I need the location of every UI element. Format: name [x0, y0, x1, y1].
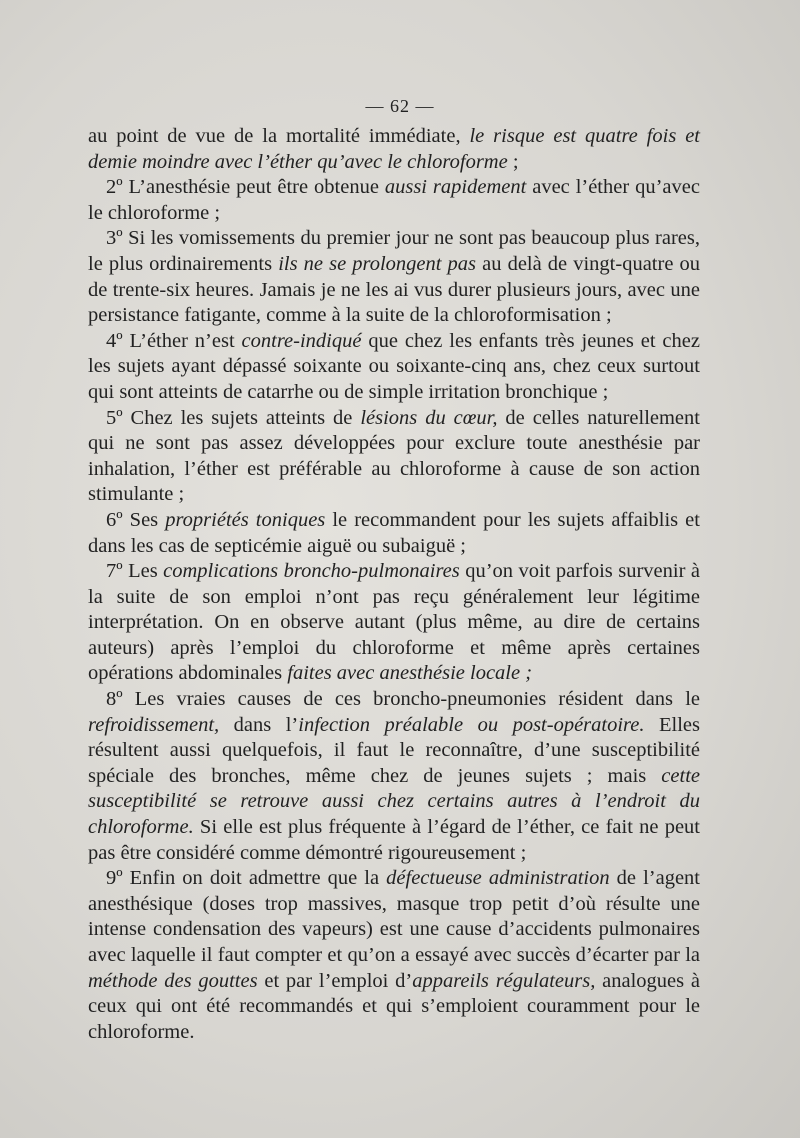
paragraph-6 — [88, 508, 700, 559]
text-run: dans l’ — [219, 713, 299, 736]
paragraph-continuation — [88, 124, 700, 175]
italic-text: méthode des gouttes — [88, 969, 258, 992]
text-run: analogues à ceux qui ont été recommandés et qui s’emploient couramment pour le chloroforme. — [88, 969, 700, 1043]
text-run: 6º Ses — [106, 508, 166, 531]
paragraph-4 — [88, 329, 700, 406]
italic-text: défectueuse administration — [386, 867, 610, 890]
italic-text: propriétés toniques — [165, 508, 326, 531]
text-run: avec l’éther qu’avec le chloroforme ; — [88, 176, 700, 224]
text-run: 4º L’éther n’est — [106, 329, 242, 352]
text-run: 5º Chez les sujets atteints de — [106, 406, 361, 429]
italic-text: cette susceptibilité se retrouve aussi chez certains autres à l’endroit du chloroforme. — [88, 764, 700, 839]
italic-text: complications broncho-pulmonaires — [163, 560, 460, 583]
paragraph-5 — [88, 406, 700, 508]
body-text — [88, 124, 700, 1045]
paragraph-7 — [88, 559, 700, 687]
text-run: ; — [507, 150, 519, 173]
text-run: 8º Les vraies causes de ces broncho-pneumonies résident dans le — [106, 688, 700, 711]
paragraph-3 — [88, 226, 700, 328]
italic-text: lésions du cœur, — [360, 406, 498, 429]
paragraph-9 — [88, 866, 700, 1045]
paragraph-8 — [88, 687, 700, 866]
text-run: 7º Les — [106, 560, 164, 583]
text-run: 9º Enfin on doit admettre que la — [106, 867, 387, 890]
paragraph-2 — [88, 175, 700, 226]
italic-text: appareils régulateurs, — [412, 969, 596, 992]
italic-text: contre-indiqué — [241, 329, 362, 352]
italic-text: infection préalable ou post-opératoire. — [298, 713, 645, 736]
text-run: Si elle est plus fréquente à l’égard de l’éther, ce fait ne peut pas être considéré comme démontré rigoureusement ; — [88, 816, 700, 864]
text-run: 3º Si les vomissements du premier jour ne sont pas beaucoup plus rares, le plus ordinairements — [88, 227, 700, 275]
text-run: au point de vue de la mortalité immédiate, — [88, 125, 470, 147]
text-run: 2º L’anesthésie peut être obtenue — [106, 176, 385, 199]
text-run: et par l’emploi d’ — [257, 969, 413, 992]
text-run: que chez les enfants très jeunes et chez les sujets ayant dépassé soixante ou soixante-cinq ans, chez ceux surtout qui sont atteints de catarrhe ou de simple irritation bronchique ; — [88, 329, 700, 403]
italic-text: refroidissement, — [88, 713, 220, 736]
text-run: de l’agent anesthésique (doses trop massives, masque trop petit d’où résulte une intense condensation des vapeurs) est une cause d’accidents pulmonaires avec laquelle il faut compter et qu’on a essayé avec succès d’écarter par la — [88, 867, 701, 966]
page-number: — 62 — — [365, 96, 435, 116]
italic-text: le risque est quatre fois et demie moindre avec l’éther qu’avec le chloroforme — [88, 125, 701, 173]
text-run: au delà de vingt-quatre ou de trente-six heures. Jamais je ne les ai vus durer plusieurs jours, avec une persistance fatigante, comme à la suite de la chloroformisation ; — [88, 252, 701, 327]
text-run: qu’on voit parfois survenir à la suite de son emploi n’ont pas reçu généralement leur légitime interprétation. On en observe autant (plus même, au dire de certains auteurs) après l’emploi du chloroforme et même après certaines opérations abdominales — [88, 560, 700, 685]
text-run: le recommandent pour les sujets affaiblis et dans les cas de septicémie aiguë ou subaiguë ; — [88, 508, 700, 557]
text-run: Elles résultent aussi quelquefois, il faut le reconnaître, d’une susceptibilité spéciale des bronches, même chez de jeunes sujets ; mais — [88, 713, 700, 787]
italic-text: ils ne se prolongent pas — [278, 252, 477, 275]
text-run: de celles naturellement qui ne sont pas assez développées pour exclure toute anesthésie par inhalation, l’éther est préférable au chloroforme à cause de son action stimulante ; — [88, 406, 700, 506]
italic-text: aussi rapidement — [384, 176, 527, 199]
italic-text: faites avec anesthésie locale ; — [287, 662, 533, 685]
